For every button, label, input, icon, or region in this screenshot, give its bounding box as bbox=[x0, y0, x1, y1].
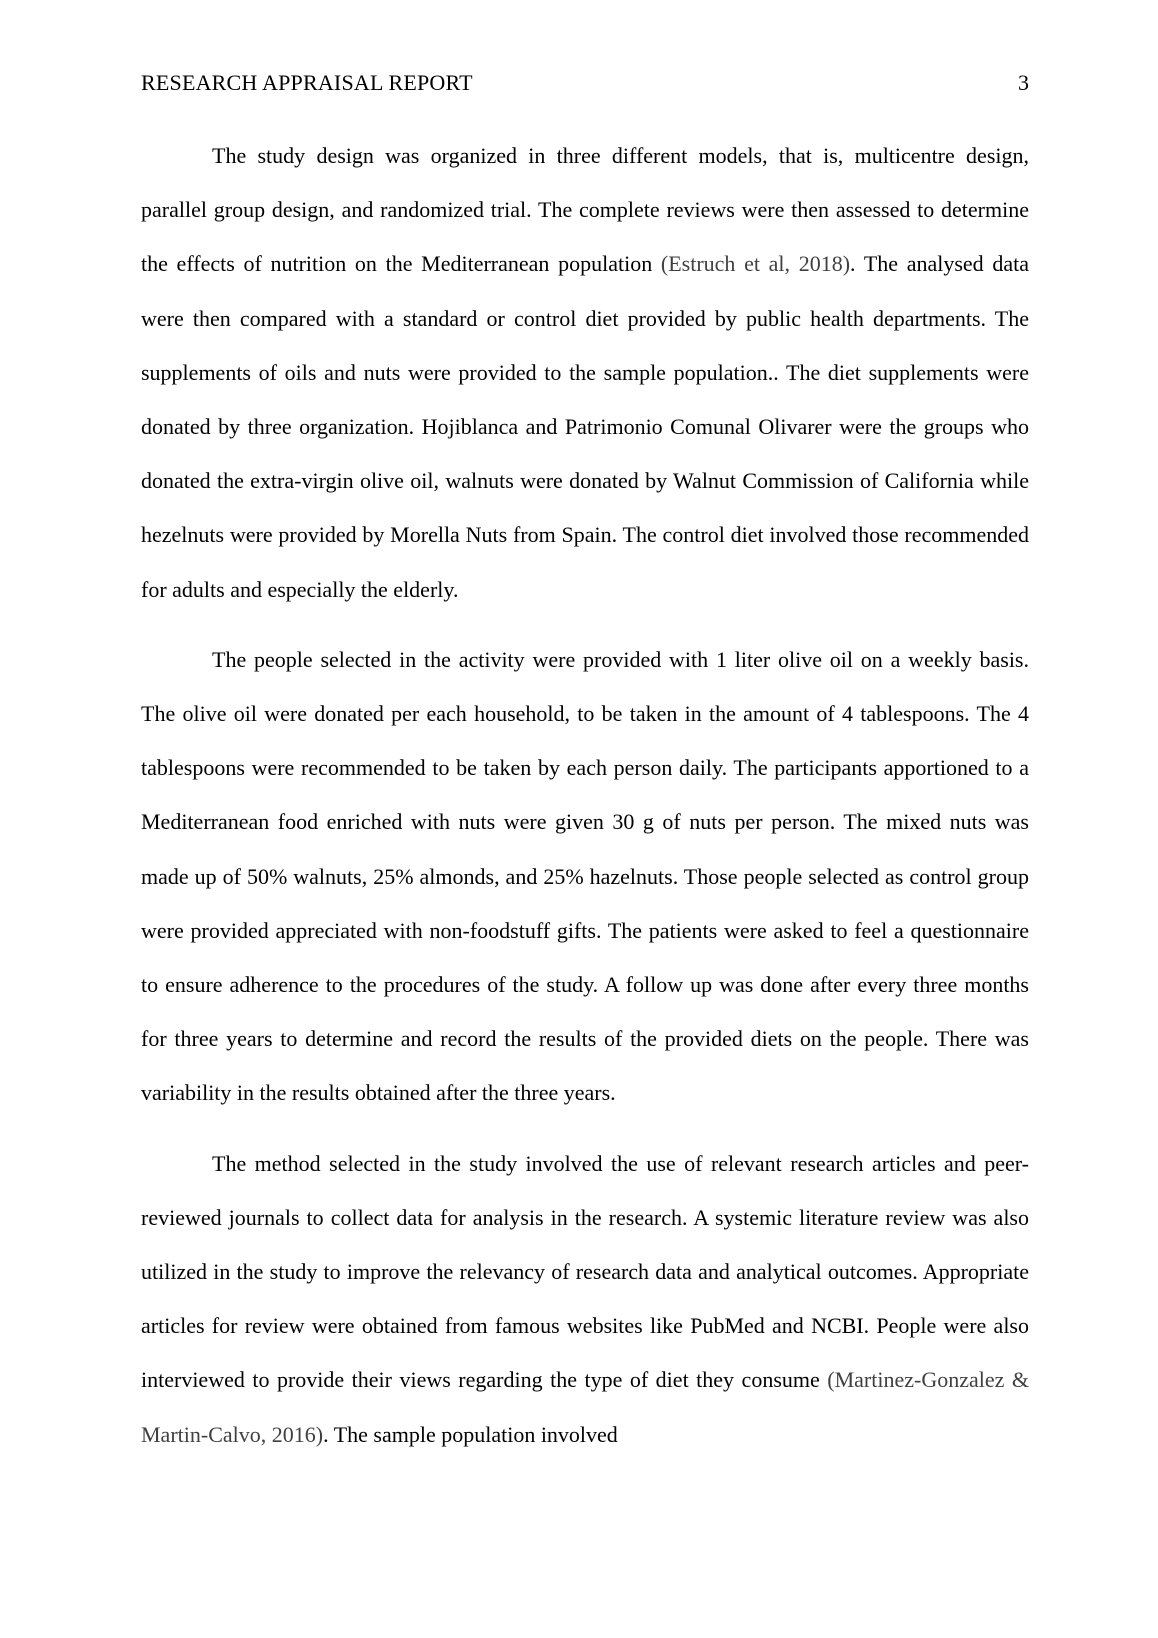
paragraph-method bbox=[141, 1137, 1029, 1462]
running-head bbox=[141, 68, 1029, 98]
paragraph-text: The study design was organized in three different models, that is, multicentre design, parallel group design, and randomized trial. The complete reviews were then assessed to determine the effects of nutrition on the Mediterranean population bbox=[141, 143, 1029, 277]
citation-estruch: (Estruch et al, 2018) bbox=[660, 251, 851, 277]
paragraph-text: . The sample population involved bbox=[323, 1421, 618, 1447]
page-number: 3 bbox=[1018, 70, 1029, 95]
body-text bbox=[141, 129, 1029, 1478]
paragraph-study-design bbox=[141, 129, 1029, 617]
running-title: RESEARCH APPRAISAL REPORT bbox=[141, 70, 473, 95]
paragraph-text: The method selected in the study involved the use of relevant research articles and peer-reviewed journals to collect data for analysis in the research. A systemic literature review was also utilized in the study to improve the relevancy of research data and analytical outcomes. Appropriate articles for review were obtained from famous websites like PubMed and NCBI. People were also interviewed to provide their views regarding the type of diet they consume bbox=[141, 1150, 1029, 1393]
paragraph-text: . The analysed data were then compared with a standard or control diet provided by public health departments. The supplements of oils and nuts were provided to the sample population.. The diet supplements were donated by three organization. Hojiblanca and Patrimonio Comunal Olivarer were the groups who donated the extra-virgin olive oil, walnuts were donated by Walnut Commission of California while hezelnuts were provided by Morella Nuts from Spain. The control diet involved those recommended for adults and especially the elderly. bbox=[141, 251, 1030, 602]
paragraph-diet-provision bbox=[141, 633, 1029, 1121]
citation-martinez-gonzalez: (Martinez-Gonzalez & Martin-Calvo, 2016) bbox=[141, 1367, 1029, 1447]
paragraph-text: The people selected in the activity were provided with 1 liter olive oil on a weekly basis. The olive oil were donated per each household, to be taken in the amount of 4 tablespoons. The 4 tablespoons were recommended to be taken by each person daily. The participants apportioned to a Mediterranean food enriched with nuts were given 30 g of nuts per person. The mixed nuts was made up of 50% walnuts, 25% almonds, and 25% hazelnuts. Those people selected as control group were provided appreciated with non-foodstuff gifts. The patients were asked to feel a questionnaire to ensure adherence to the procedures of the study. A follow up was done after every three months for three years to determine and record the results of the provided diets on the people. There was variability in the results obtained after the three years. bbox=[141, 646, 1029, 1106]
